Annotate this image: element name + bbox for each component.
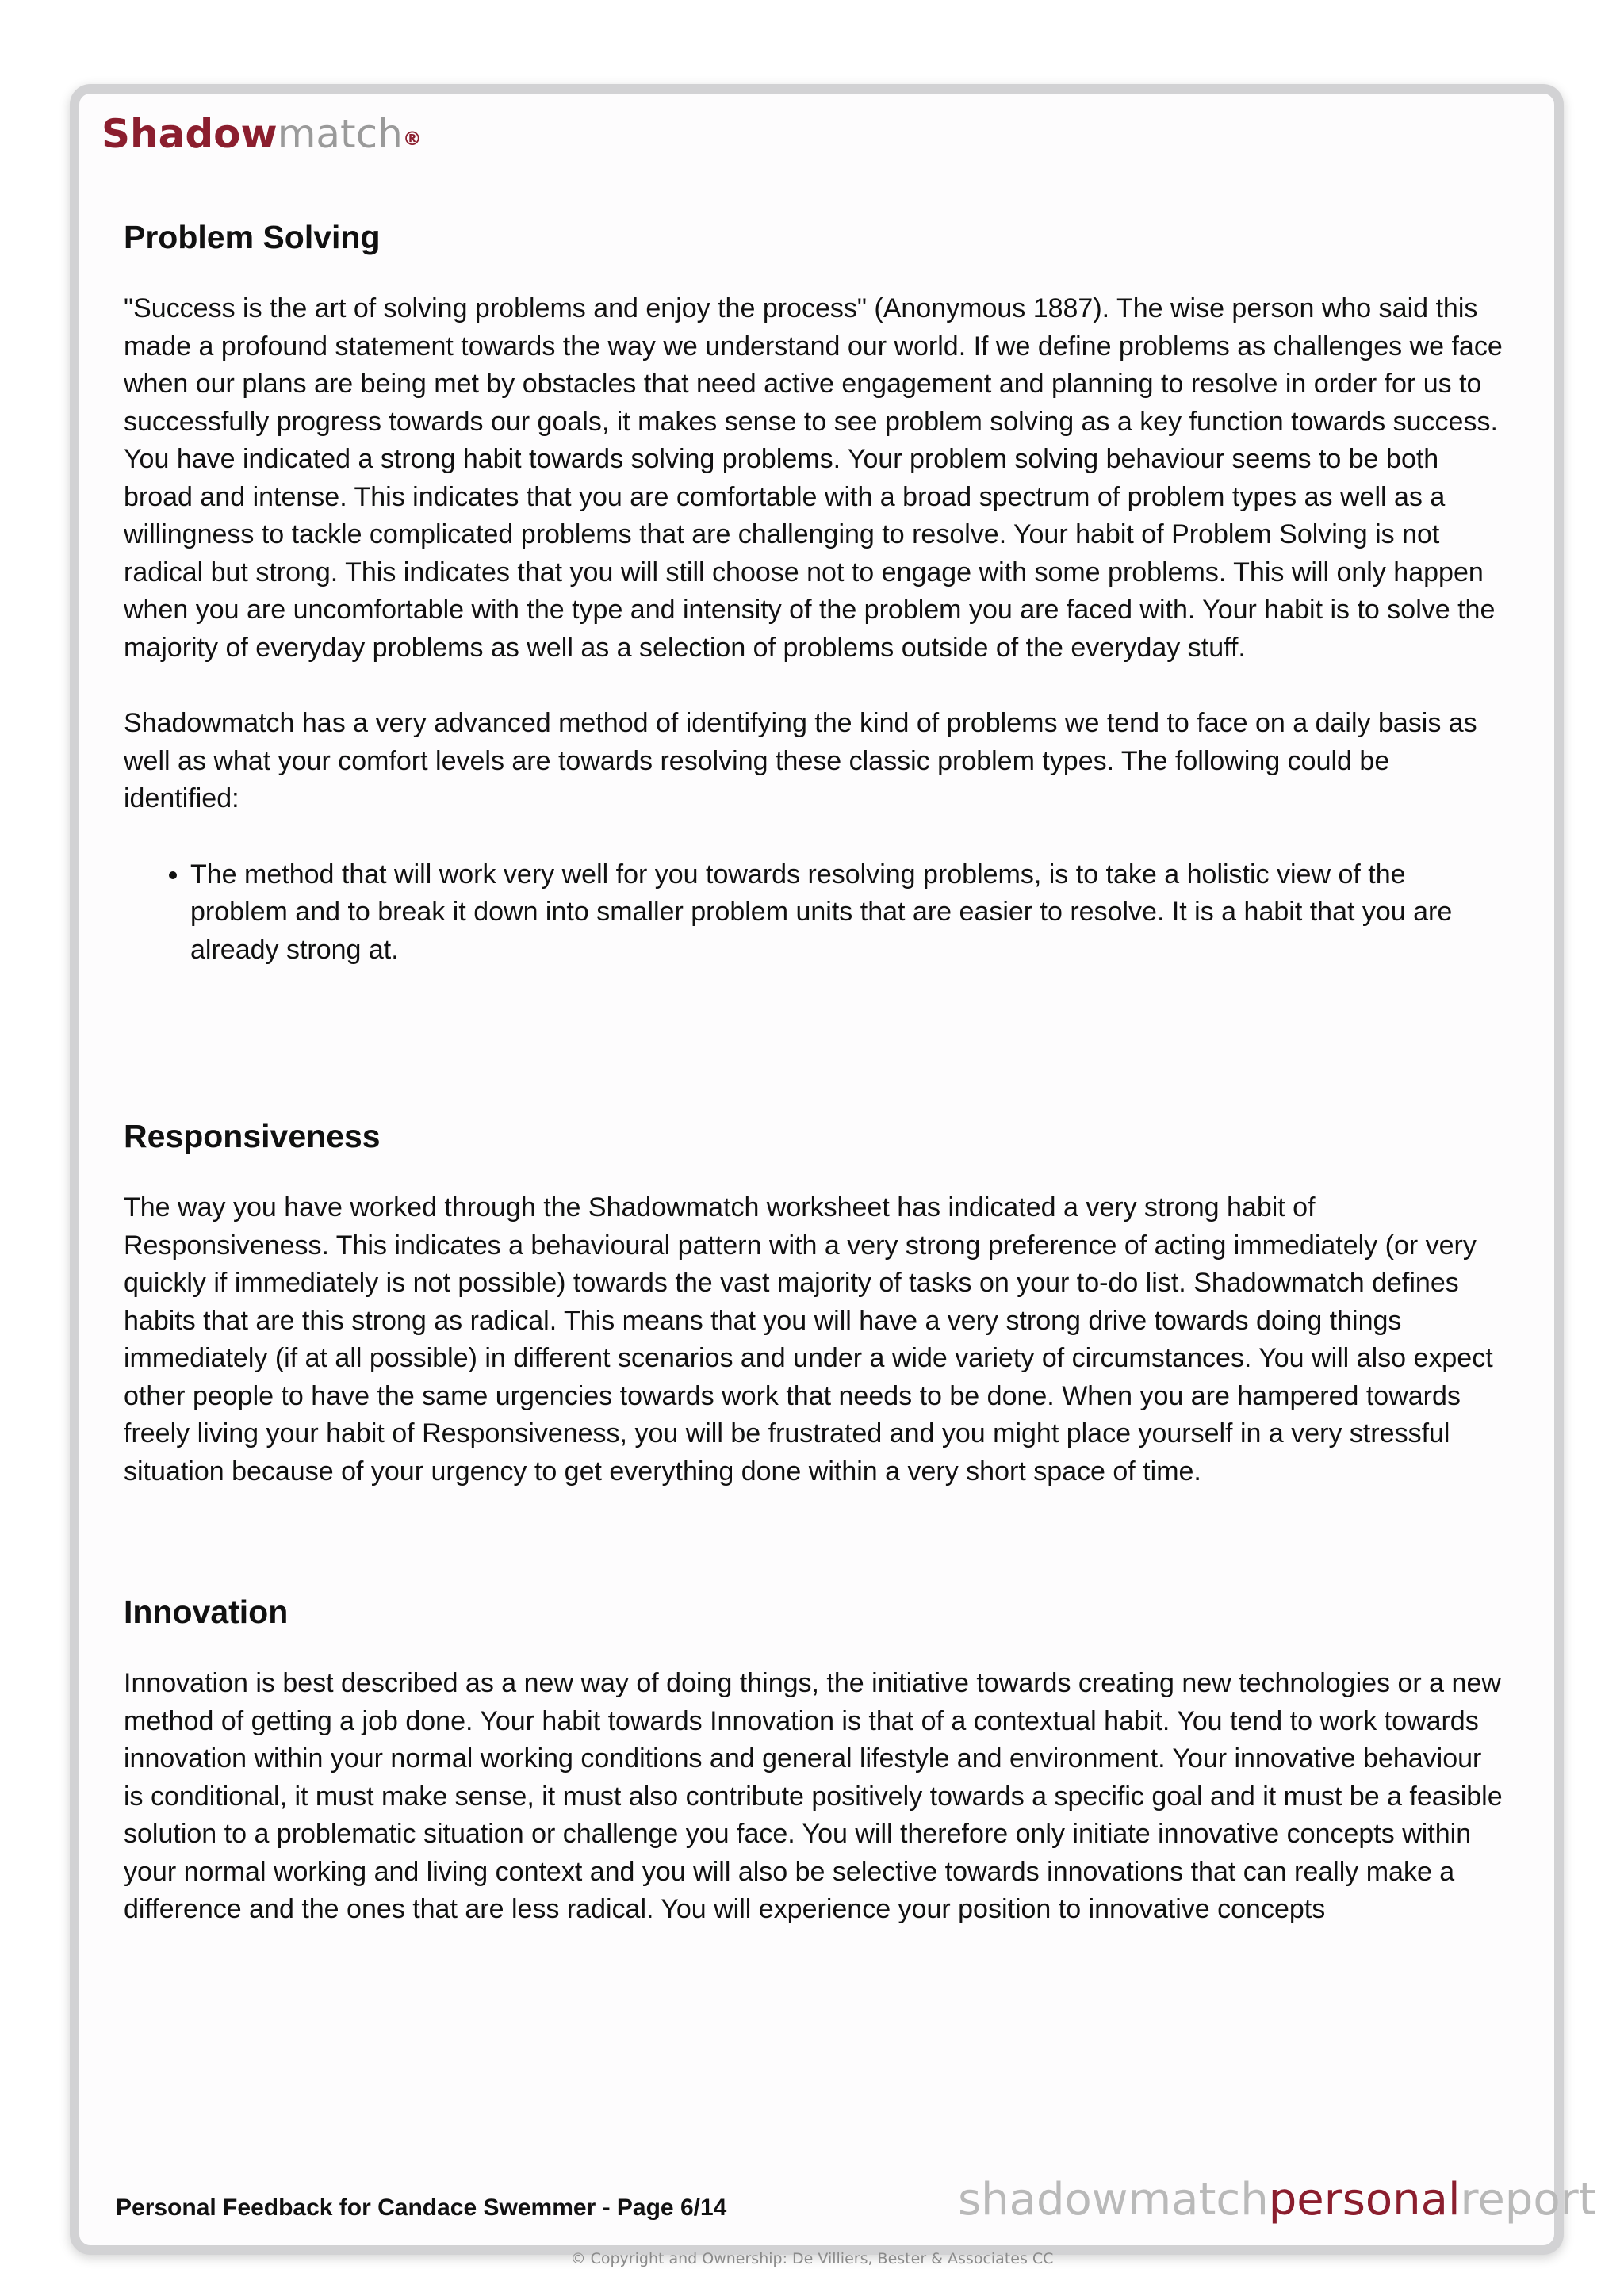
section-paragraph: "Success is the art of solving problems and enjoy the process" (Anonymous 1887). The wise person who said this made a profound statement towards the way we understand our world. If we define problems as challenges we face when our plans are being met by obstacles that need active engagement and planning to resolve in order for us to successfully progress towards our goals, it makes sense to see problem solving as a key function towards success. You have indicated a strong habit towards solving problems. Your problem solving behaviour seems to be both broad and intense. This indicates that you are comfortable with a broad spectrum of problem types as well as a willingness to tackle complicated problems that are challenging to resolve. Your habit of Problem Solving is not radical but strong. This indicates that you will still choose not to engage with some problems. This will only happen when you are uncomfortable with the type and intensity of the problem you are faced with. Your habit is to solve the majority of everyday problems as well as a selection of problems outside of the everyday stuff. bbox=[124, 293, 1503, 663]
brand-part-shadowmatch: shadowmatch bbox=[958, 2174, 1269, 2225]
copyright-notice: © Copyright and Ownership: De Villiers, Bester & Associates CC bbox=[570, 2250, 1054, 2267]
logo-registered-mark: ® bbox=[402, 128, 422, 150]
shadowmatch-logo bbox=[102, 106, 422, 162]
logo-part-match: match bbox=[277, 111, 403, 157]
section-heading: Innovation bbox=[124, 1594, 289, 1630]
section-problem-solving bbox=[124, 214, 1503, 969]
brand-part-report: report bbox=[1460, 2174, 1596, 2225]
section-paragraph: Shadowmatch has a very advanced method of identifying the kind of problems we tend to face on a daily basis as well as what your comfort levels are towards resolving these classic problem types. The following could be identified: bbox=[124, 708, 1477, 813]
personal-report-brand bbox=[958, 2172, 1596, 2228]
section-paragraph: Innovation is best described as a new way of doing things, the initiative towards creating new technologies or a new method of getting a job done. Your habit towards Innovation is that of a contextual habit. You tend to work towards innovation within your normal working conditions and general lifestyle and environment. Your innovative behaviour is conditional, it must make sense, it must also contribute positively towards a specific goal and it must be a feasible solution to a problematic situation or challenge you face. You will therefore only initiate innovative concepts within your normal working and living context and you will also be selective towards innovations that can really make a difference and the ones that are less radical. You will experience your position to innovative concepts bbox=[124, 1668, 1503, 1924]
section-heading: Problem Solving bbox=[124, 219, 381, 255]
bullet-list bbox=[124, 856, 1503, 970]
section-responsiveness bbox=[124, 1113, 1503, 1490]
report-content bbox=[124, 214, 1503, 1929]
list-item: • The method that will work very well for you towards resolving problems, is to take a holistic view of the problem and to break it down into smaller problem units that are easier to resolve. It is a habit that you are already strong at. bbox=[190, 856, 1503, 970]
brand-part-personal: personal bbox=[1268, 2174, 1461, 2225]
feedback-page-label: Personal Feedback for Candace Swemmer - Page 6/14 bbox=[116, 2195, 727, 2221]
section-paragraph: The way you have worked through the Shadowmatch worksheet has indicated a very strong habit of Responsiveness. This indicates a behavioural pattern with a very strong preference of acting immediately (or very quickly if immediately is not possible) towards the vast majority of tasks on your to-do list. Shadowmatch defines habits that are this strong as radical. This means that you will have a very strong drive towards doing things immediately (if at all possible) in different scenarios and under a wide variety of circumstances. You will also expect other people to have the same urgencies towards work that needs to be done. When you are hampered towards freely living your habit of Responsiveness, you will be frustrated and you might place yourself in a very stressful situation because of your urgency to get everything done within a very short space of time. bbox=[124, 1192, 1493, 1487]
section-innovation bbox=[124, 1589, 1503, 1929]
logo-part-shadow: Shadow bbox=[102, 111, 278, 157]
section-heading: Responsiveness bbox=[124, 1118, 381, 1154]
